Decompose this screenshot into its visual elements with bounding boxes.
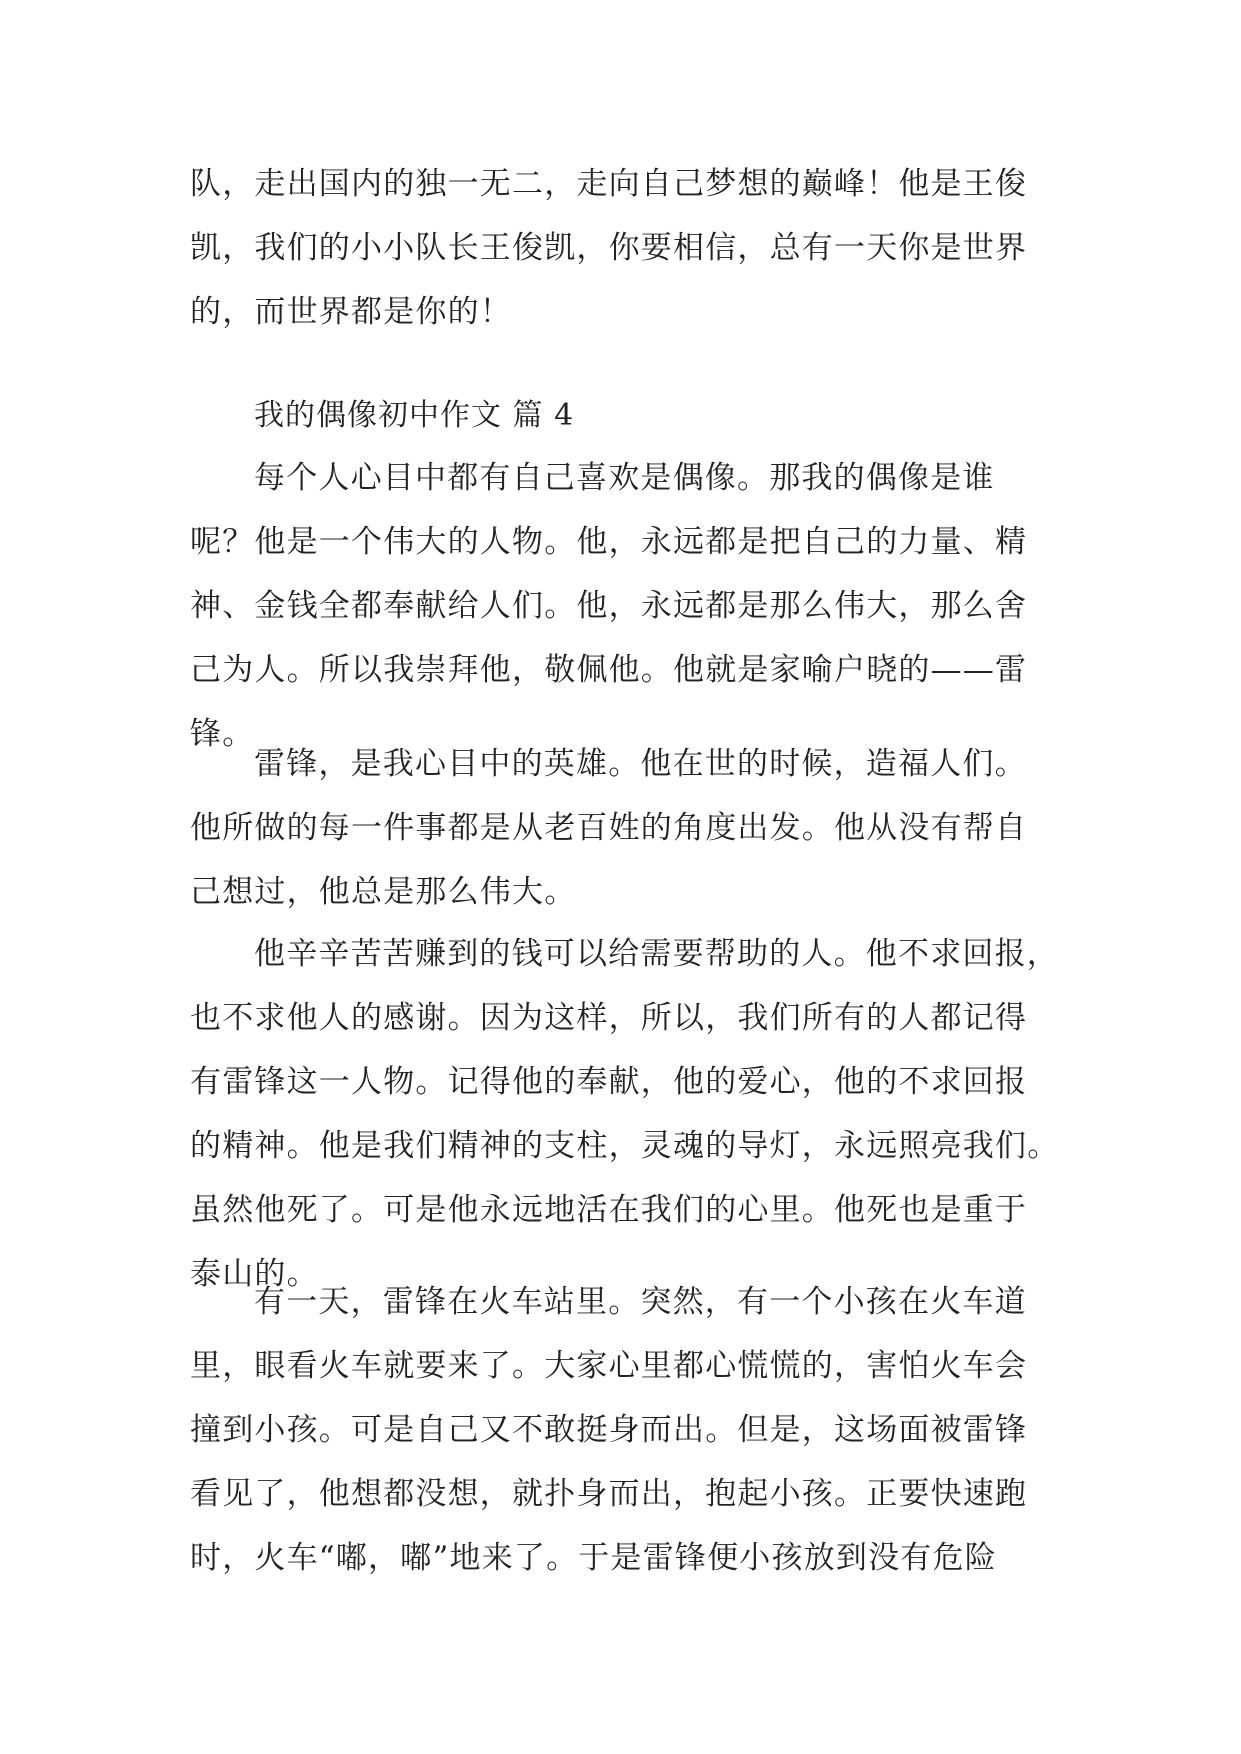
text-line: 他所做的每一件事都是从老百姓的角度出发。他从没有帮自	[190, 810, 1028, 846]
text-line: 雷锋，是我心目中的英雄。他在世的时候，造福人们。	[254, 746, 1027, 782]
paragraph-2	[190, 732, 1052, 924]
text-line: 泰山的。	[190, 1256, 319, 1292]
text-line: 撞到小孩。可是自己又不敢挺身而出。但是，这场面被雷锋	[190, 1412, 1028, 1448]
text-line: 里，眼看火车就要来了。大家心里都心慌慌的，害怕火车会	[190, 1348, 1028, 1384]
text-line: 的，而世界都是你的！	[190, 294, 512, 330]
text-line: 队，走出国内的独一无二，走向自己梦想的巅峰！他是王俊	[190, 166, 1028, 202]
text-line: 神、金钱全都奉献给人们。他，永远都是那么伟大，那么舍	[190, 588, 1028, 624]
section-heading	[190, 388, 1052, 444]
text-line: 有一天，雷锋在火车站里。突然，有一个小孩在火车道	[254, 1284, 1027, 1320]
section-title: 我的偶像初中作文 篇 4	[254, 398, 575, 433]
text-line: 有雷锋这一人物。记得他的奉献，他的爱心，他的不求回报	[190, 1064, 1028, 1100]
text-line: 的精神。他是我们精神的支柱，灵魂的导灯，永远照亮我们。	[190, 1128, 1060, 1164]
text-line: 他辛辛苦苦赚到的钱可以给需要帮助的人。他不求回报，	[254, 936, 1059, 972]
paragraph-4	[190, 1270, 1052, 1590]
text-line: 呢？他是一个伟大的人物。他，永远都是把自己的力量、精	[190, 524, 1028, 560]
text-line: 锋。	[190, 716, 255, 752]
text-line: 也不求他人的感谢。因为这样，所以，我们所有的人都记得	[190, 1000, 1028, 1036]
paragraph-3	[190, 922, 1060, 1306]
text-line: 虽然他死了。可是他永远地活在我们的心里。他死也是重于	[190, 1192, 1028, 1228]
intro-paragraph	[190, 152, 1052, 344]
text-line: 己想过，他总是那么伟大。	[190, 874, 577, 910]
text-line: 每个人心目中都有自己喜欢是偶像。那我的偶像是谁	[254, 460, 995, 496]
paragraph-1	[190, 446, 1052, 766]
text-line: 时，火车“嘟，嘟”地来了。于是雷锋便小孩放到没有危险	[190, 1540, 997, 1576]
text-line: 己为人。所以我崇拜他，敬佩他。他就是家喻户晓的——雷	[190, 652, 1028, 688]
text-line: 看见了，他想都没想，就扑身而出，抱起小孩。正要快速跑	[190, 1476, 1028, 1512]
text-line: 凯，我们的小小队长王俊凯，你要相信，总有一天你是世界	[190, 230, 1028, 266]
